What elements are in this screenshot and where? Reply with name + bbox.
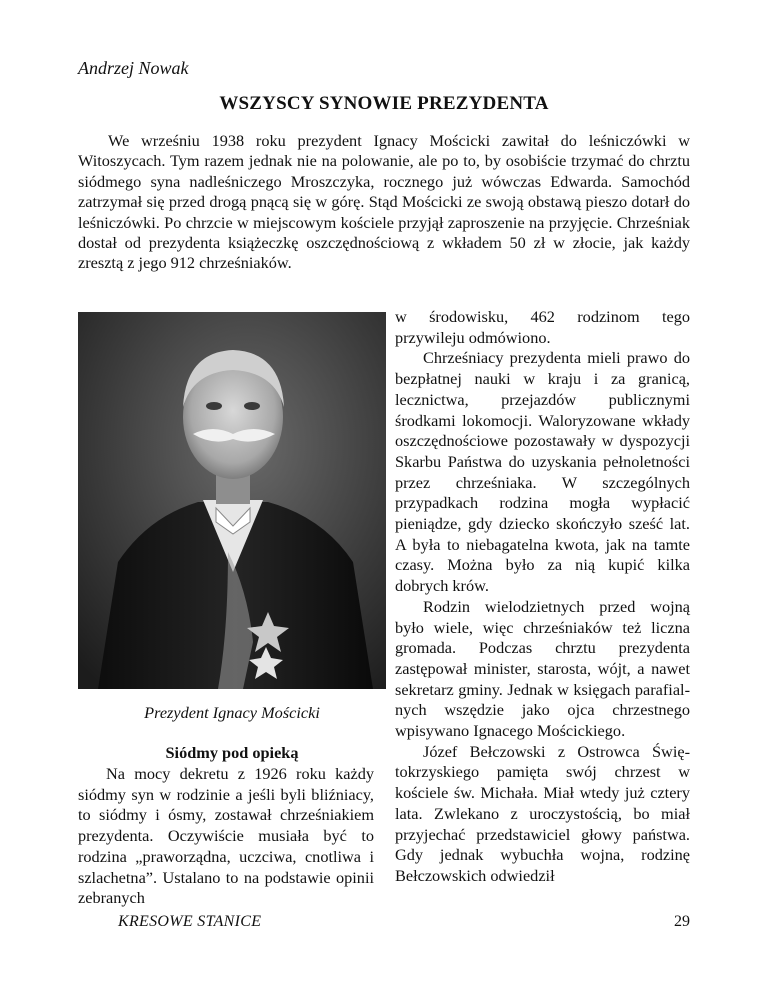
- left-column: [78, 764, 374, 909]
- portrait-photo: [78, 312, 386, 689]
- right-column: [395, 307, 690, 887]
- article-title: WSZYSCY SYNOWIE PREZYDENTA: [219, 93, 549, 114]
- footer-publication: KRESOWE STANICE: [118, 913, 262, 930]
- left-paragraph: Na mocy dekretu z 1926 roku każdy siódmy syn w rodzinie a jeśli byli bliźniacy, to siódmy i ósmy, zostawał chrześniakiem prezydenta. Oczywiście musiała być to rodzina „praworządna, uczciwa, cnotliwa i szlachetna”. Ustalano to na podstawie opinii zebranych: [78, 764, 374, 908]
- page-number: 29: [674, 913, 690, 930]
- right-paragraph-4: Józef Bełczowski z Ostrowca Świętokrzyskiego pamięta swój chrzest w kościele św. Michała. Miał wtedy już cztery lata. Zwlekano z uroczystością, bo miał przyjechać przedstawiciel głowy państwa. Gdy jednak wybuchła wojna, rodzinę Bełczowskich odwiedził: [395, 741, 690, 885]
- right-paragraph-2: Chrześniacy prezydenta mieli prawo do bezpłatnej nauki w kraju i za granicą, lecznictwa, przejazdów publicznymi środkami lokomocji. Waloryzowane wkłady oszczędnościowe pozostawały w dyspozycji Skarbu Państwa do uzyskania pełnoletności przez chrześniaka. W szczególnych przypadkach rodzina mogła wypłacić pieniądze, gdy dziecko skończyło sześć lat. A była to niebagatelna kwota, jak na tamte czasy. Można było za nią kupić kilka dobrych krów.: [395, 348, 690, 596]
- author-name: Andrzej Nowak: [78, 58, 189, 78]
- photo-caption: Prezydent Ignacy Mościcki: [144, 703, 320, 722]
- right-paragraph-1: w środowisku, 462 rodzinom tego przywileju odmówiono.: [395, 307, 690, 347]
- section-subhead: Siódmy pod opieką: [165, 743, 299, 762]
- right-paragraph-3: Rodzin wielodzietnych przed wojną było wiele, więc chrześniaków też liczna gromada. Podczas chrztu prezydenta zastępował minister, starosta, wójt, a nawet sekretarz gminy. Jednak w księgach parafialnych wszędzie jako ojca chrzestnego wpisywano Ignacego Mościckiego.: [395, 596, 690, 741]
- intro-paragraph: We wrześniu 1938 roku prezydent Ignacy Mościcki zawitał do leśniczówki w Witoszycach. Tym razem jednak nie na polowanie, ale po to, by osobiście trzymać do chrztu siódmego syna nadleśniczego Mroszczyka, rocznego już wówczas Edwarda. Samochód zatrzymał się przed drogą pnącą się w górę. Stąd Mościcki ze swoją obstawą pieszo dotarł do leśniczówki. Po chrzcie w miejscowym kościele przyjął zaproszenie na przyjęcie. Chrześniak dostał od prezydenta książeczkę oszczędnościową z wkładem 50 zł w złocie, jak każdy zresztą z jego 912 chrześniaków.: [78, 131, 690, 273]
